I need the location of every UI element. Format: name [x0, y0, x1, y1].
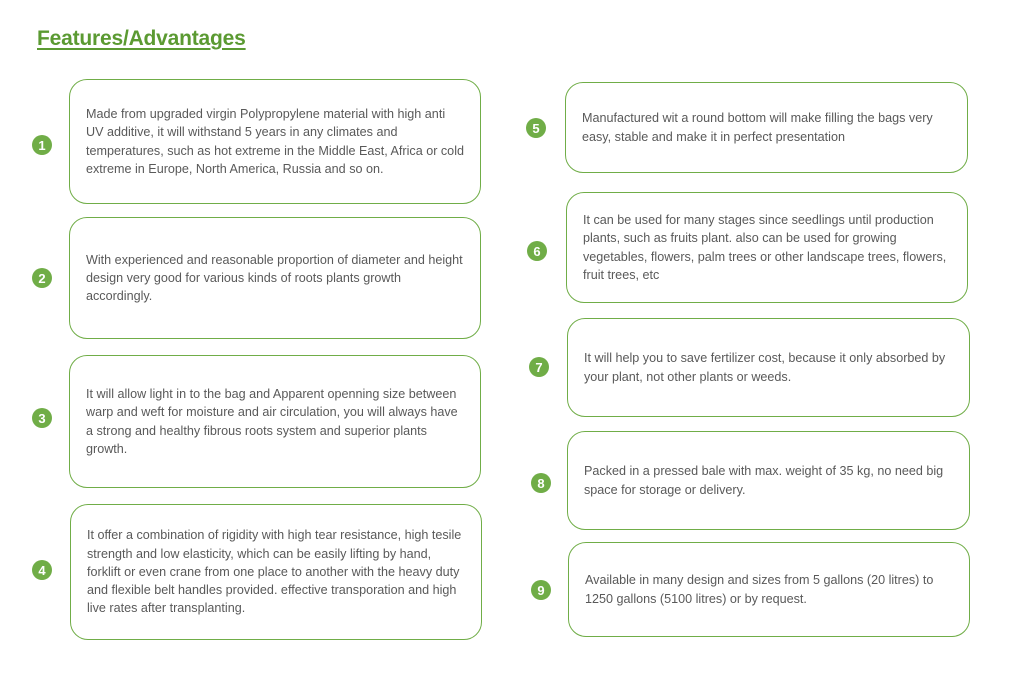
feature-text: Packed in a pressed bale with max. weight of 35 kg, no need big space for storage or delivery.: [584, 464, 944, 497]
feature-card: [567, 318, 970, 417]
feature-text: Made from upgraded virgin Polypropylene material with high anti UV additive, it will withstand 5 years in any climates and temperatures, such as hot extreme in the Middle East, Africa or cold extreme in Europe, North America, Russia and so on.: [86, 106, 464, 176]
feature-card: [69, 355, 481, 488]
feature-card: [566, 192, 968, 303]
feature-card: [565, 82, 968, 173]
feature-text: It offer a combination of rigidity with high tear resistance, high tesile strength and low elasticity, which can be easily lifting by hand, forklift or even crane from one place to another with the heavy duty and flexible belt handles provided. effective transporation and high live rates after transplanting.: [87, 528, 462, 616]
feature-number-badge: 9: [531, 580, 551, 600]
feature-text: Available in many design and sizes from 5 gallons (20 litres) to 1250 gallons (5100 litres) or by request.: [585, 573, 934, 606]
feature-number-badge: 7: [529, 357, 549, 377]
feature-text: With experienced and reasonable proportion of diameter and height design very good for various kinds of roots plants growth accordingly.: [86, 252, 463, 304]
feature-number-badge: 5: [526, 118, 546, 138]
feature-text: It will help you to save fertilizer cost, because it only absorbed by your plant, not other plants or weeds.: [584, 351, 946, 384]
feature-card: [69, 79, 481, 204]
feature-number-badge: 8: [531, 473, 551, 493]
feature-card: [70, 504, 482, 640]
feature-text: Manufactured wit a round bottom will make filling the bags very easy, stable and make it in perfect presentation: [582, 111, 933, 144]
feature-text: It will allow light in to the bag and Apparent openning size between warp and weft for moisture and air circulation, you will always have a strong and healthy fibrous roots system and superior plants growth.: [86, 386, 458, 456]
feature-number-badge: 2: [32, 268, 52, 288]
feature-number-badge: 3: [32, 408, 52, 428]
feature-number-badge: 4: [32, 560, 52, 580]
feature-card: [567, 431, 970, 530]
page-title: Features/Advantages: [37, 27, 246, 50]
feature-number-badge: 1: [32, 135, 52, 155]
feature-number-badge: 6: [527, 241, 547, 261]
feature-card: [568, 542, 970, 637]
feature-card: [69, 217, 481, 339]
feature-text: It can be used for many stages since seedlings until production plants, such as fruits plant. also can be used for growing vegetables, flowers, palm trees or other landscape trees, flowers, fruit trees, etc: [583, 212, 947, 282]
